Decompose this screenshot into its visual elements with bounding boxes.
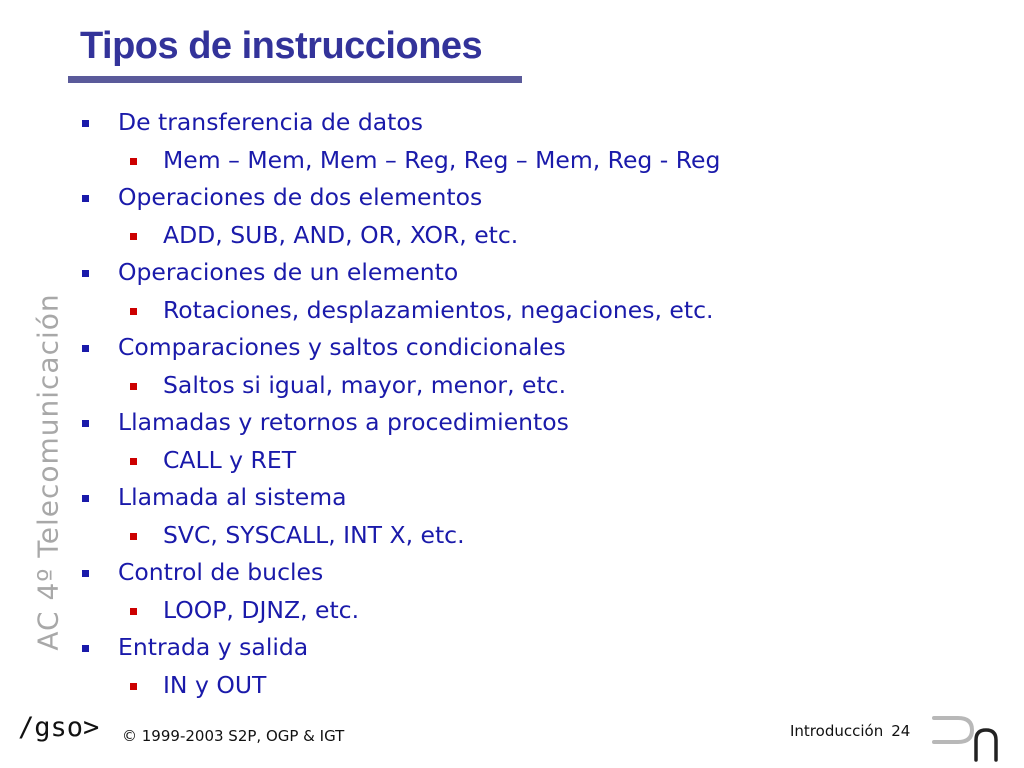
bullet-text: Operaciones de un elemento [118,258,459,286]
gso-logo: /gso> [18,712,100,743]
sub-bullet-item [82,292,720,330]
sub-bullet-item [82,367,720,405]
square-bullet-icon [130,233,137,240]
square-bullet-icon [130,533,137,540]
sub-bullet-item [82,217,720,255]
corner-logo-icon [926,704,1010,764]
sub-bullet-text: IN y OUT [163,670,267,699]
course-side-caption: AC 4º Telecomunicación [31,293,65,651]
sub-bullet-item [82,592,720,630]
title-underline [68,76,522,83]
square-bullet-icon [130,308,137,315]
sub-bullet-item [82,517,720,555]
square-bullet-icon [82,120,89,127]
sub-bullet-text: ADD, SUB, AND, OR, XOR, etc. [163,220,519,249]
bullet-item [82,629,720,667]
slide-footer-info [790,722,910,740]
copyright-text: © 1999-2003 S2P, OGP & IGT [122,727,345,745]
square-bullet-icon [82,270,89,277]
bullet-text: Comparaciones y saltos condicionales [118,333,566,361]
slide-title: Tipos de instrucciones [80,25,483,67]
sub-bullet-text: Mem – Mem, Mem – Reg, Reg – Mem, Reg - Reg [163,145,721,174]
sub-bullet-item [82,667,720,705]
bullet-item [82,329,720,367]
square-bullet-icon [82,345,89,352]
bullet-list [82,104,720,704]
bullet-item [82,254,720,292]
bullet-text: De transferencia de datos [118,108,423,136]
sub-bullet-text: Saltos si igual, mayor, menor, etc. [163,370,567,399]
bullet-item [82,179,720,217]
square-bullet-icon [130,608,137,615]
bullet-item [82,479,720,517]
bullet-text: Llamadas y retornos a procedimientos [118,408,569,436]
bullet-item [82,404,720,442]
bullet-text: Control de bucles [118,558,324,586]
square-bullet-icon [82,495,89,502]
bullet-item [82,554,720,592]
square-bullet-icon [82,645,89,652]
square-bullet-icon [130,683,137,690]
square-bullet-icon [130,458,137,465]
bullet-text: Operaciones de dos elementos [118,183,483,211]
square-bullet-icon [82,420,89,427]
section-name: Introducción [790,722,884,740]
sub-bullet-item [82,442,720,480]
sub-bullet-text: SVC, SYSCALL, INT X, etc. [163,520,465,549]
bullet-text: Entrada y salida [118,633,309,661]
sub-bullet-text: Rotaciones, desplazamientos, negaciones, etc. [163,295,714,324]
bullet-text: Llamada al sistema [118,483,347,511]
sub-bullet-item [82,142,720,180]
page-number: 24 [891,722,911,740]
bullet-item [82,104,720,142]
square-bullet-icon [82,195,89,202]
square-bullet-icon [130,383,137,390]
sub-bullet-text: LOOP, DJNZ, etc. [163,595,360,624]
square-bullet-icon [130,158,137,165]
square-bullet-icon [82,570,89,577]
sub-bullet-text: CALL y RET [163,445,297,474]
